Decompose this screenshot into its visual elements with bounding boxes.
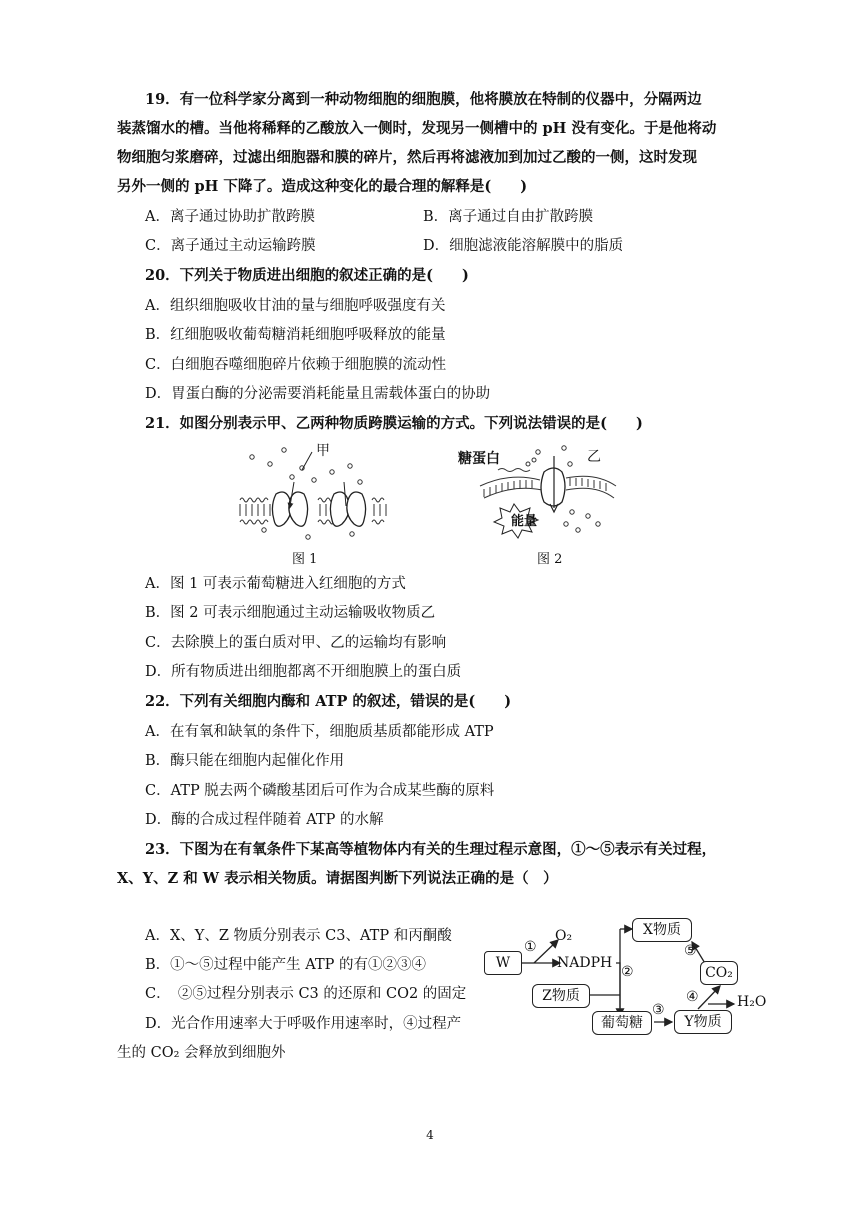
figure2-caption: 图 2 xyxy=(537,552,563,567)
step-3: ③ xyxy=(652,1002,665,1018)
q21-option-c: C．去除膜上的蛋白质对甲、乙的运输均有影响 xyxy=(145,635,447,651)
figure1-label-jia: 甲 xyxy=(316,443,330,459)
q21-stem: 21．如图分别表示甲、乙两种物质跨膜运输的方式。下列说法错误的是( ) xyxy=(145,415,643,432)
q23-option-d-line1: D．光合作用速率大于呼吸作用速率时，④过程产 xyxy=(145,1016,462,1032)
q21-option-b: B．图 2 可表示细胞通过主动运输吸收物质乙 xyxy=(145,605,436,621)
q23-stem-line2: X、Y、Z 和 W 表示相关物质。请据图判断下列说法正确的是（ ） xyxy=(117,870,558,887)
label-nadph: NADPH xyxy=(557,955,613,971)
label-o2: O₂ xyxy=(555,928,573,944)
q20-option-d: D．胃蛋白酶的分泌需要消耗能量且需载体蛋白的协助 xyxy=(145,386,491,402)
node-co2: CO₂ xyxy=(700,961,738,985)
q23-stem-line1: 23．下图为在有氧条件下某高等植物体内有关的生理过程示意图，①～⑤表示有关过程， xyxy=(145,841,717,858)
q20-option-c: C．白细胞吞噬细胞碎片依赖于细胞膜的流动性 xyxy=(145,357,447,373)
q22-option-b: B．酶只能在细胞内起催化作用 xyxy=(145,753,345,769)
q19-stem-line4: 另外一侧的 pH 下降了。造成这种变化的最合理的解释是( ) xyxy=(117,178,528,195)
q22-option-c: C．ATP 脱去两个磷酸基团后可作为合成某些酶的原料 xyxy=(145,783,495,799)
step-4: ④ xyxy=(686,989,699,1005)
q19-option-a: A．离子通过协助扩散跨膜 xyxy=(145,209,315,225)
q23-option-b: B．①～⑤过程中能产生 ATP 的有①②③④ xyxy=(145,957,426,973)
label-h2o: H₂O xyxy=(737,994,767,1010)
figure1-caption: 图 1 xyxy=(292,552,318,567)
figure1-channel-diagram xyxy=(232,442,392,547)
q21-option-d: D．所有物质进出细胞都离不开细胞膜上的蛋白质 xyxy=(145,664,462,680)
q21-option-a: A．图 1 可表示葡萄糖进入红细胞的方式 xyxy=(145,576,406,592)
q22-option-a: A．在有氧和缺氧的条件下，细胞质基质都能形成 ATP xyxy=(145,724,494,740)
step-2: ② xyxy=(621,964,634,980)
q19-stem-line3: 物细胞匀浆磨碎，过滤出细胞器和膜的碎片，然后再将滤液加到加过乙酸的一侧，这时发现 xyxy=(117,149,697,166)
q23-option-a: A．X、Y、Z 物质分别表示 C3、ATP 和丙酮酸 xyxy=(145,928,452,944)
node-x-substance: X物质 xyxy=(632,918,692,942)
figure2-label-yi: 乙 xyxy=(587,449,601,465)
page-number: 4 xyxy=(426,1128,434,1142)
node-glucose: 葡萄糖 xyxy=(592,1011,652,1035)
q23-option-c: C． ②⑤过程分别表示 C3 的还原和 CO2 的固定 xyxy=(145,986,467,1002)
node-y-substance: Y物质 xyxy=(674,1010,732,1034)
q23-option-d-line2: 生的 CO₂ 会释放到细胞外 xyxy=(117,1045,286,1061)
figure2-label-glycoprotein: 糖蛋白 xyxy=(458,451,500,467)
figure2-label-energy: 能量 xyxy=(511,514,538,529)
node-z-substance: Z物质 xyxy=(532,984,590,1008)
q19-option-d: D．细胞滤液能溶解膜中的脂质 xyxy=(423,238,624,254)
step-1: ① xyxy=(524,939,537,955)
node-w: W xyxy=(484,951,522,975)
q20-stem: 20．下列关于物质进出细胞的叙述正确的是( ) xyxy=(145,267,469,284)
q19-option-c: C．离子通过主动运输跨膜 xyxy=(145,238,316,254)
q20-option-b: B．红细胞吸收葡萄糖消耗细胞呼吸释放的能量 xyxy=(145,327,446,343)
q22-stem: 22．下列有关细胞内酶和 ATP 的叙述，错误的是( ) xyxy=(145,693,512,710)
q20-option-a: A．组织细胞吸收甘油的量与细胞呼吸强度有关 xyxy=(145,298,446,314)
q19-option-b: B．离子通过自由扩散跨膜 xyxy=(423,209,594,225)
step-5: ⑤ xyxy=(684,943,697,959)
q19-stem-line2: 装蒸馏水的槽。当他将稀释的乙酸放入一侧时，发现另一侧槽中的 pH 没有变化。于是他将动 xyxy=(117,120,717,137)
q19-stem-line1: 19．有一位科学家分离到一种动物细胞的细胞膜，他将膜放在特制的仪器中，分隔两边 xyxy=(145,91,702,108)
q22-option-d: D．酶的合成过程伴随着 ATP 的水解 xyxy=(145,812,384,828)
